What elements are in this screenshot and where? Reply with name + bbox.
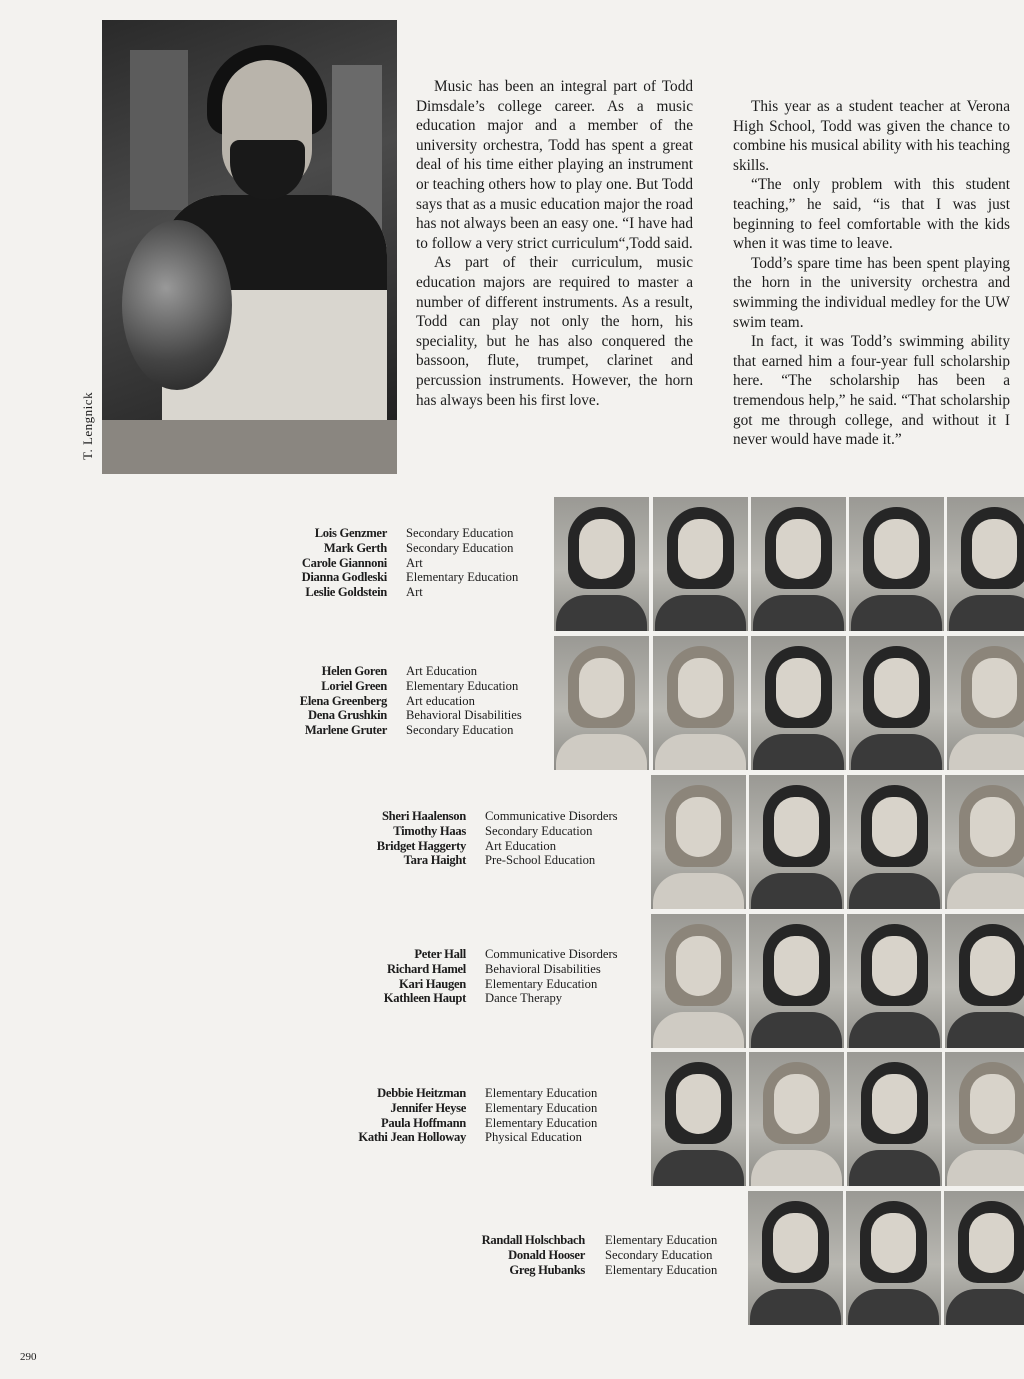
student-portrait xyxy=(749,775,844,909)
student-portrait xyxy=(554,497,649,631)
student-name: Marlene Gruter xyxy=(304,723,387,738)
student-name: Dianna Godleski xyxy=(301,570,387,585)
student-major: Art Education xyxy=(406,664,477,678)
major-list xyxy=(605,1233,717,1277)
student-name: Jennifer Heyse xyxy=(390,1100,466,1115)
student-major: Elementary Education xyxy=(485,1100,598,1115)
student-name: Kari Haugen xyxy=(398,976,466,991)
student-name: Kathi Jean Holloway xyxy=(358,1130,466,1145)
name-list xyxy=(377,809,466,868)
student-name: Dena Grushkin xyxy=(307,708,387,723)
student-portrait xyxy=(653,497,748,631)
article-paragraph: Music has been an integral part of Todd Dimsdale’s college career. As a music education major and a member of the university orchestra, Todd has spent a great deal of his time either playing an instrument or teaching others how to play one. But Todd says that as a music education major the road has not always been an easy one. “I have had to follow a very strict curriculum“,Todd said. xyxy=(416,78,693,252)
student-major: Behavioral Disabilities xyxy=(406,708,522,723)
student-name: Peter Hall xyxy=(414,947,466,961)
article-paragraph: Todd’s spare time has been spent playing the horn in the university orchestra and swimming the individual medley for the UW swim team. xyxy=(733,254,1010,331)
student-portrait xyxy=(847,1052,942,1186)
student-name: Lois Genzmer xyxy=(314,526,387,540)
page-number: 290 xyxy=(20,1351,37,1363)
student-portrait xyxy=(651,914,746,1048)
student-major: Physical Education xyxy=(485,1130,582,1145)
student-name: Leslie Goldstein xyxy=(305,585,387,600)
student-name: Loriel Green xyxy=(321,678,387,693)
student-name: Richard Hamel xyxy=(387,961,466,976)
student-major: Pre-School Education xyxy=(485,853,596,868)
student-name: Timothy Haas xyxy=(393,823,466,838)
french-horn-icon xyxy=(122,220,232,390)
student-portrait xyxy=(554,636,649,770)
student-portrait xyxy=(651,775,746,909)
student-name: Debbie Heitzman xyxy=(377,1086,466,1100)
student-name: Sheri Haalenson xyxy=(381,809,466,823)
student-name: Greg Hubanks xyxy=(509,1262,585,1277)
student-portrait xyxy=(751,497,846,631)
student-portrait xyxy=(944,1191,1024,1325)
student-portrait xyxy=(748,1191,843,1325)
student-portrait xyxy=(849,497,944,631)
student-name: Paula Hoffmann xyxy=(380,1115,466,1130)
major-list xyxy=(485,809,618,868)
student-portrait xyxy=(945,914,1024,1048)
major-list xyxy=(485,1086,597,1145)
student-major: Elementary Education xyxy=(605,1233,718,1247)
student-major: Elementary Education xyxy=(605,1262,718,1277)
student-major: Art xyxy=(406,555,423,570)
article-paragraph: This year as a student teacher at Verona High School, Todd was given the chance to combine his musical ability with his teaching skills. xyxy=(733,98,1010,174)
student-name: Helen Goren xyxy=(321,664,387,678)
student-portrait xyxy=(945,775,1024,909)
student-portrait xyxy=(849,636,944,770)
name-list xyxy=(482,1233,585,1277)
student-portrait xyxy=(651,1052,746,1186)
student-portrait xyxy=(947,497,1024,631)
student-major: Art Education xyxy=(485,838,556,853)
student-major: Communicative Disorders xyxy=(485,809,618,823)
article-paragraph: As part of their curriculum, music education majors are required to master a number of different instruments. As a result, Todd can play not only the horn, his speciality, but he has also conquered the bassoon, flute, trumpet, clarinet and percussion instruments. However, the horn has always been his first love. xyxy=(416,254,693,409)
student-major: Art xyxy=(406,585,423,600)
student-name: Randall Holschbach xyxy=(481,1233,585,1247)
major-list xyxy=(485,947,618,1006)
article-paragraph: In fact, it was Todd’s swimming ability that earned him a four-year full scholarship here. “The scholarship has been a tremendous help,” he said. “That scholarship got me through college, and without it I never would have made it.” xyxy=(733,333,1010,449)
article-column-1 xyxy=(416,77,693,410)
student-major: Elementary Education xyxy=(485,1086,598,1100)
student-major: Dance Therapy xyxy=(485,991,563,1006)
student-major: Secondary Education xyxy=(605,1247,713,1262)
student-portrait xyxy=(846,1191,941,1325)
student-major: Secondary Education xyxy=(406,526,514,540)
name-list xyxy=(358,1086,466,1145)
name-list xyxy=(300,664,387,738)
student-major: Secondary Education xyxy=(406,540,514,555)
student-major: Secondary Education xyxy=(406,723,514,738)
student-portrait xyxy=(945,1052,1024,1186)
student-portrait xyxy=(749,1052,844,1186)
photo-credit: T. Lengnick xyxy=(80,391,95,460)
student-major: Communicative Disorders xyxy=(485,947,618,961)
name-list xyxy=(302,526,387,600)
student-major: Elementary Education xyxy=(406,570,519,585)
student-portrait xyxy=(847,914,942,1048)
student-name: Carole Giannoni xyxy=(301,555,387,570)
student-name: Tara Haight xyxy=(403,853,466,868)
student-name: Bridget Haggerty xyxy=(376,838,466,853)
article-paragraph: “The only problem with this student teaching,” he said, “is that I was just beginning to feel comfortable with the kids when it was time to leave. xyxy=(733,176,1010,253)
name-list xyxy=(384,947,466,1006)
student-major: Elementary Education xyxy=(406,678,519,693)
student-name: Elena Greenberg xyxy=(299,693,387,708)
article-column-2 xyxy=(733,97,1010,450)
student-portrait xyxy=(847,775,942,909)
major-list xyxy=(406,526,518,600)
student-name: Kathleen Haupt xyxy=(383,991,466,1006)
student-major: Secondary Education xyxy=(485,823,593,838)
student-name: Donald Hooser xyxy=(508,1247,585,1262)
student-major: Behavioral Disabilities xyxy=(485,961,601,976)
student-major: Art education xyxy=(406,693,475,708)
student-portrait xyxy=(653,636,748,770)
student-major: Elementary Education xyxy=(485,1115,598,1130)
student-portrait xyxy=(947,636,1024,770)
feature-photo xyxy=(102,20,397,474)
student-major: Elementary Education xyxy=(485,976,598,991)
student-portrait xyxy=(749,914,844,1048)
student-portrait xyxy=(751,636,846,770)
student-name: Mark Gerth xyxy=(323,540,387,555)
major-list xyxy=(406,664,522,738)
